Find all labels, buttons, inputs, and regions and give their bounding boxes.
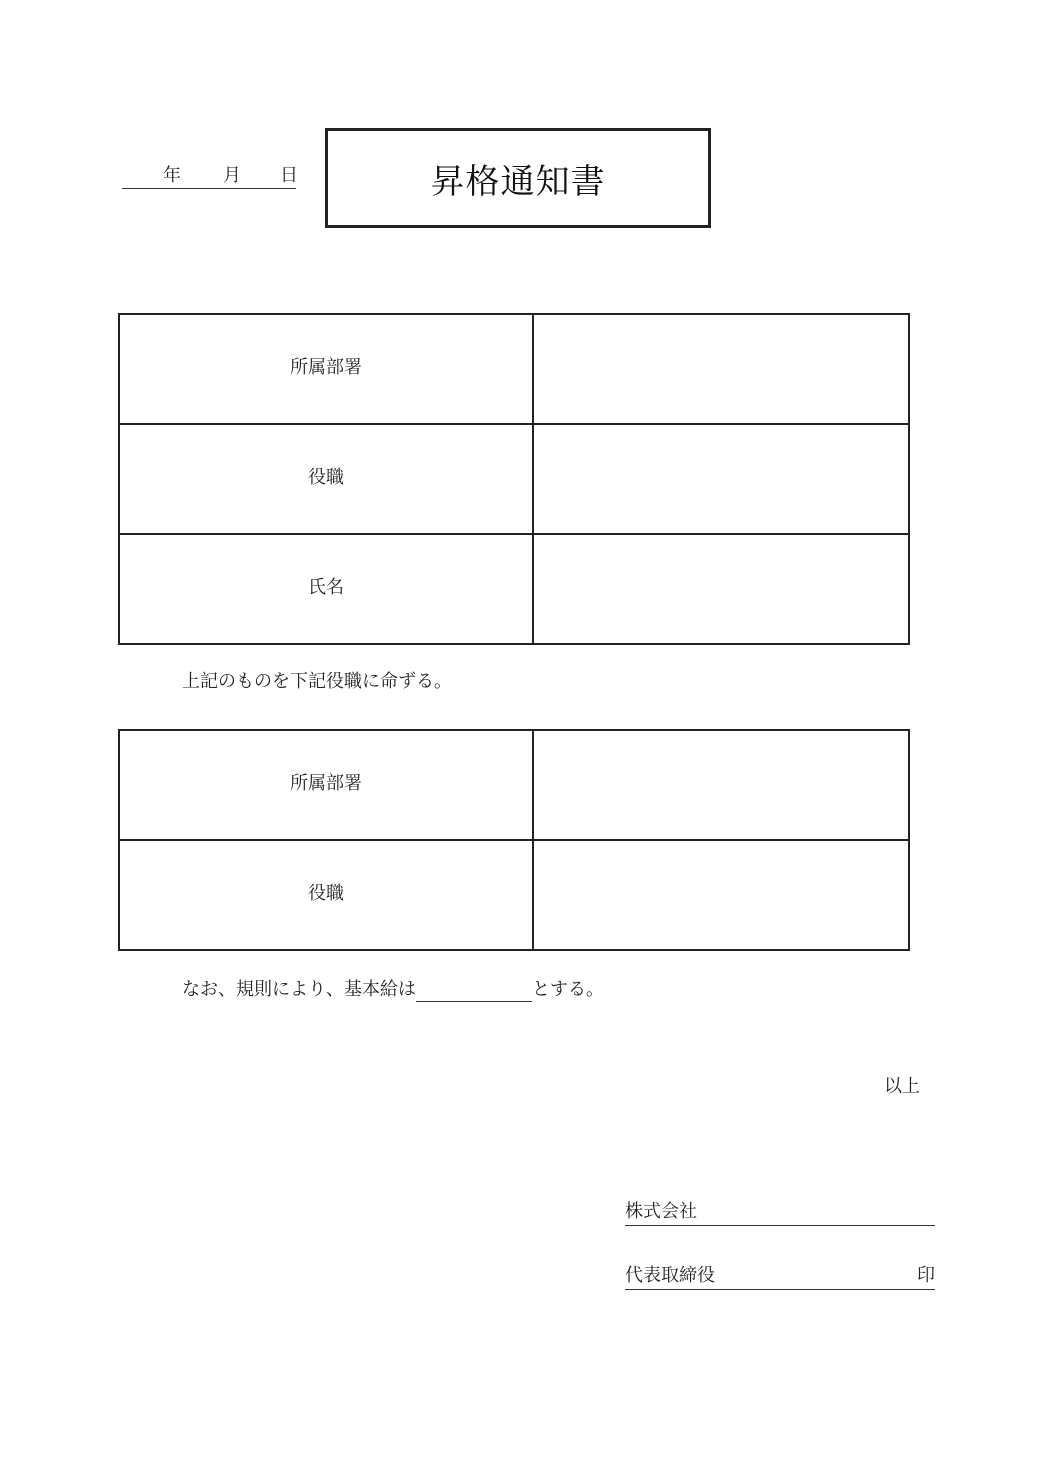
document-title: 昇格通知書 <box>325 128 711 228</box>
name-value-field[interactable] <box>533 534 909 644</box>
company-signature-line[interactable] <box>625 1199 935 1226</box>
closing-text: 以上 <box>884 1076 920 1097</box>
salary-text-after: とする。 <box>532 979 604 1000</box>
date-month-label: 月 <box>223 165 241 186</box>
salary-blank-field[interactable] <box>416 981 532 1002</box>
new-position-value-field[interactable] <box>533 840 909 950</box>
table-row <box>119 730 909 840</box>
table-row <box>119 840 909 950</box>
position-value-field[interactable] <box>533 424 909 534</box>
current-position-table <box>118 313 910 645</box>
representative-signature-line[interactable] <box>625 1263 935 1290</box>
new-department-value-field[interactable] <box>533 730 909 840</box>
appointment-text: 上記のものを下記役職に命ずる。 <box>182 671 452 692</box>
new-department-label: 所属部署 <box>119 730 533 840</box>
salary-sentence <box>182 978 604 1002</box>
department-value-field[interactable] <box>533 314 909 424</box>
table-row <box>119 534 909 644</box>
representative-label: 代表取締役 <box>625 1265 715 1286</box>
new-position-label: 役職 <box>119 840 533 950</box>
seal-label: 印 <box>917 1265 935 1286</box>
date-line[interactable] <box>122 164 296 189</box>
salary-text-before: なお、規則により、基本給は <box>182 979 416 1000</box>
table-row <box>119 314 909 424</box>
name-label: 氏名 <box>119 534 533 644</box>
department-label: 所属部署 <box>119 314 533 424</box>
company-label: 株式会社 <box>625 1201 697 1222</box>
new-position-table <box>118 729 910 951</box>
position-label: 役職 <box>119 424 533 534</box>
date-day-label: 日 <box>280 165 298 186</box>
date-year-label: 年 <box>163 165 181 186</box>
table-row <box>119 424 909 534</box>
